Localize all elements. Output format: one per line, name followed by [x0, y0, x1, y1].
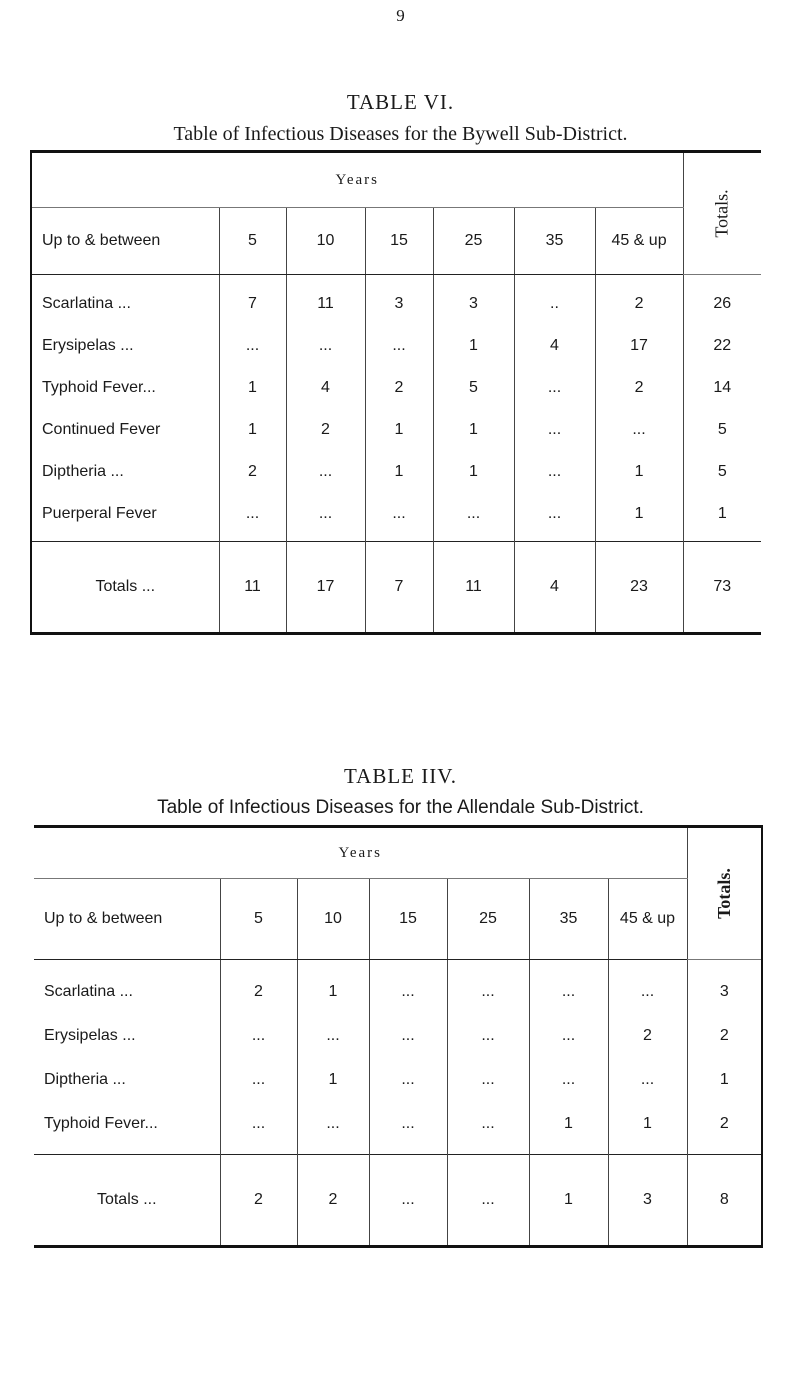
- case-count-cell: 2: [608, 1014, 687, 1058]
- grand-total-cell: 73: [683, 542, 761, 634]
- table-row: [34, 960, 762, 1015]
- total-cell: 11: [433, 542, 514, 634]
- case-count-cell: 2: [595, 367, 683, 409]
- total-cell: 23: [595, 542, 683, 634]
- row-total-cell: 5: [683, 409, 761, 451]
- table-row: [34, 1014, 762, 1058]
- row-total-cell: 5: [683, 451, 761, 493]
- total-cell: 3: [608, 1155, 687, 1247]
- col-header: 10: [286, 208, 365, 275]
- case-count-cell: ...: [286, 451, 365, 493]
- col-header: 15: [369, 879, 447, 960]
- case-count-cell: 5: [433, 367, 514, 409]
- case-count-cell: 2: [595, 275, 683, 326]
- col-header: 10: [297, 879, 369, 960]
- case-count-cell: ...: [219, 493, 286, 542]
- case-count-cell: 1: [365, 451, 433, 493]
- case-count-cell: ...: [286, 493, 365, 542]
- case-count-cell: 1: [595, 493, 683, 542]
- row-header-label: Up to & between: [31, 208, 219, 275]
- grand-total-cell: 8: [687, 1155, 762, 1247]
- case-count-cell: ...: [297, 1102, 369, 1155]
- case-count-cell: ...: [286, 325, 365, 367]
- case-count-cell: 17: [595, 325, 683, 367]
- case-count-cell: ...: [514, 367, 595, 409]
- case-count-cell: ...: [447, 1014, 529, 1058]
- total-cell: ...: [447, 1155, 529, 1247]
- disease-label: Scarlatina ...: [44, 983, 133, 1000]
- table1-caption: TABLE VI.: [346, 90, 455, 114]
- disease-label: Typhoid Fever...: [42, 379, 156, 396]
- table-row: [31, 451, 761, 493]
- case-count-cell: ...: [514, 451, 595, 493]
- table-row: [34, 1058, 762, 1102]
- total-cell: ...: [369, 1155, 447, 1247]
- case-count-cell: ...: [220, 1058, 297, 1102]
- case-count-cell: ...: [433, 493, 514, 542]
- case-count-cell: ...: [595, 409, 683, 451]
- col-header: 15: [365, 208, 433, 275]
- row-total-cell: 26: [683, 275, 761, 326]
- case-count-cell: 11: [286, 275, 365, 326]
- table-row: [31, 493, 761, 542]
- case-count-cell: 2: [220, 960, 297, 1015]
- case-count-cell: 1: [365, 409, 433, 451]
- allendale-disease-table: [34, 825, 763, 1248]
- case-count-cell: ...: [369, 960, 447, 1015]
- row-total-cell: 2: [687, 1102, 762, 1155]
- total-cell: 1: [529, 1155, 608, 1247]
- case-count-cell: 4: [514, 325, 595, 367]
- col-header: 35: [514, 208, 595, 275]
- col-header: 5: [219, 208, 286, 275]
- table-row: [31, 409, 761, 451]
- disease-label: Erysipelas ...: [42, 337, 134, 354]
- case-count-cell: ...: [529, 1014, 608, 1058]
- case-count-cell: ...: [219, 325, 286, 367]
- table2-subtitle: Table of Infectious Diseases for the Allendale Sub-District.: [157, 797, 644, 818]
- case-count-cell: ...: [514, 493, 595, 542]
- case-count-cell: 1: [595, 451, 683, 493]
- case-count-cell: ...: [529, 1058, 608, 1102]
- case-count-cell: ...: [369, 1058, 447, 1102]
- table-row: [34, 1102, 762, 1155]
- col-header: 35: [529, 879, 608, 960]
- case-count-cell: ...: [369, 1102, 447, 1155]
- total-cell: 2: [297, 1155, 369, 1247]
- total-cell: 2: [220, 1155, 297, 1247]
- case-count-cell: ..: [514, 275, 595, 326]
- row-total-cell: 14: [683, 367, 761, 409]
- col-header: 45 & up: [608, 879, 687, 960]
- case-count-cell: 1: [433, 325, 514, 367]
- case-count-cell: 2: [365, 367, 433, 409]
- col-header: 5: [220, 879, 297, 960]
- case-count-cell: 1: [608, 1102, 687, 1155]
- case-count-cell: ...: [529, 960, 608, 1015]
- table2-caption: TABLE IIV.: [344, 764, 457, 788]
- case-count-cell: 1: [297, 1058, 369, 1102]
- case-count-cell: ...: [369, 1014, 447, 1058]
- row-total-cell: 2: [687, 1014, 762, 1058]
- totals-row-label: Totals ...: [34, 1155, 220, 1247]
- case-count-cell: ...: [514, 409, 595, 451]
- totals-column-header: Totals.: [711, 189, 732, 238]
- totals-column-header: Totals.: [713, 868, 734, 919]
- row-total-cell: 22: [683, 325, 761, 367]
- case-count-cell: ...: [608, 1058, 687, 1102]
- case-count-cell: ...: [297, 1014, 369, 1058]
- case-count-cell: ...: [365, 493, 433, 542]
- totals-row: [34, 1155, 762, 1247]
- case-count-cell: 1: [219, 367, 286, 409]
- table-row: [31, 325, 761, 367]
- disease-label: Diptheria ...: [44, 1071, 126, 1088]
- years-header: Years: [338, 845, 382, 861]
- table1-subtitle: Table of Infectious Diseases for the Bywell Sub-District.: [173, 123, 628, 145]
- case-count-cell: 1: [297, 960, 369, 1015]
- case-count-cell: 1: [433, 409, 514, 451]
- case-count-cell: 7: [219, 275, 286, 326]
- totals-row-label: Totals ...: [31, 542, 219, 634]
- row-total-cell: 1: [683, 493, 761, 542]
- case-count-cell: ...: [447, 1058, 529, 1102]
- row-header-label: Up to & between: [34, 879, 220, 960]
- page-number: 9: [396, 6, 405, 25]
- case-count-cell: 3: [365, 275, 433, 326]
- total-cell: 7: [365, 542, 433, 634]
- col-header: 25: [433, 208, 514, 275]
- case-count-cell: 1: [219, 409, 286, 451]
- case-count-cell: 2: [286, 409, 365, 451]
- totals-row: [31, 542, 761, 634]
- disease-label: Typhoid Fever...: [44, 1115, 158, 1132]
- case-count-cell: ...: [608, 960, 687, 1015]
- case-count-cell: ...: [220, 1102, 297, 1155]
- case-count-cell: 1: [529, 1102, 608, 1155]
- case-count-cell: 3: [433, 275, 514, 326]
- case-count-cell: 1: [433, 451, 514, 493]
- case-count-cell: ...: [447, 1102, 529, 1155]
- disease-label: Scarlatina ...: [42, 295, 131, 312]
- disease-label: Diptheria ...: [42, 463, 124, 480]
- case-count-cell: ...: [365, 325, 433, 367]
- table-row: [31, 275, 761, 326]
- col-header: 45 & up: [595, 208, 683, 275]
- total-cell: 17: [286, 542, 365, 634]
- disease-label: Puerperal Fever: [42, 505, 157, 522]
- total-cell: 4: [514, 542, 595, 634]
- case-count-cell: ...: [447, 960, 529, 1015]
- years-header: Years: [335, 172, 379, 188]
- case-count-cell: 2: [219, 451, 286, 493]
- bywell-disease-table: [30, 150, 761, 635]
- disease-label: Erysipelas ...: [44, 1027, 136, 1044]
- disease-label: Continued Fever: [42, 421, 161, 438]
- case-count-cell: ...: [220, 1014, 297, 1058]
- case-count-cell: 4: [286, 367, 365, 409]
- row-total-cell: 3: [687, 960, 762, 1015]
- col-header: 25: [447, 879, 529, 960]
- total-cell: 11: [219, 542, 286, 634]
- row-total-cell: 1: [687, 1058, 762, 1102]
- table-row: [31, 367, 761, 409]
